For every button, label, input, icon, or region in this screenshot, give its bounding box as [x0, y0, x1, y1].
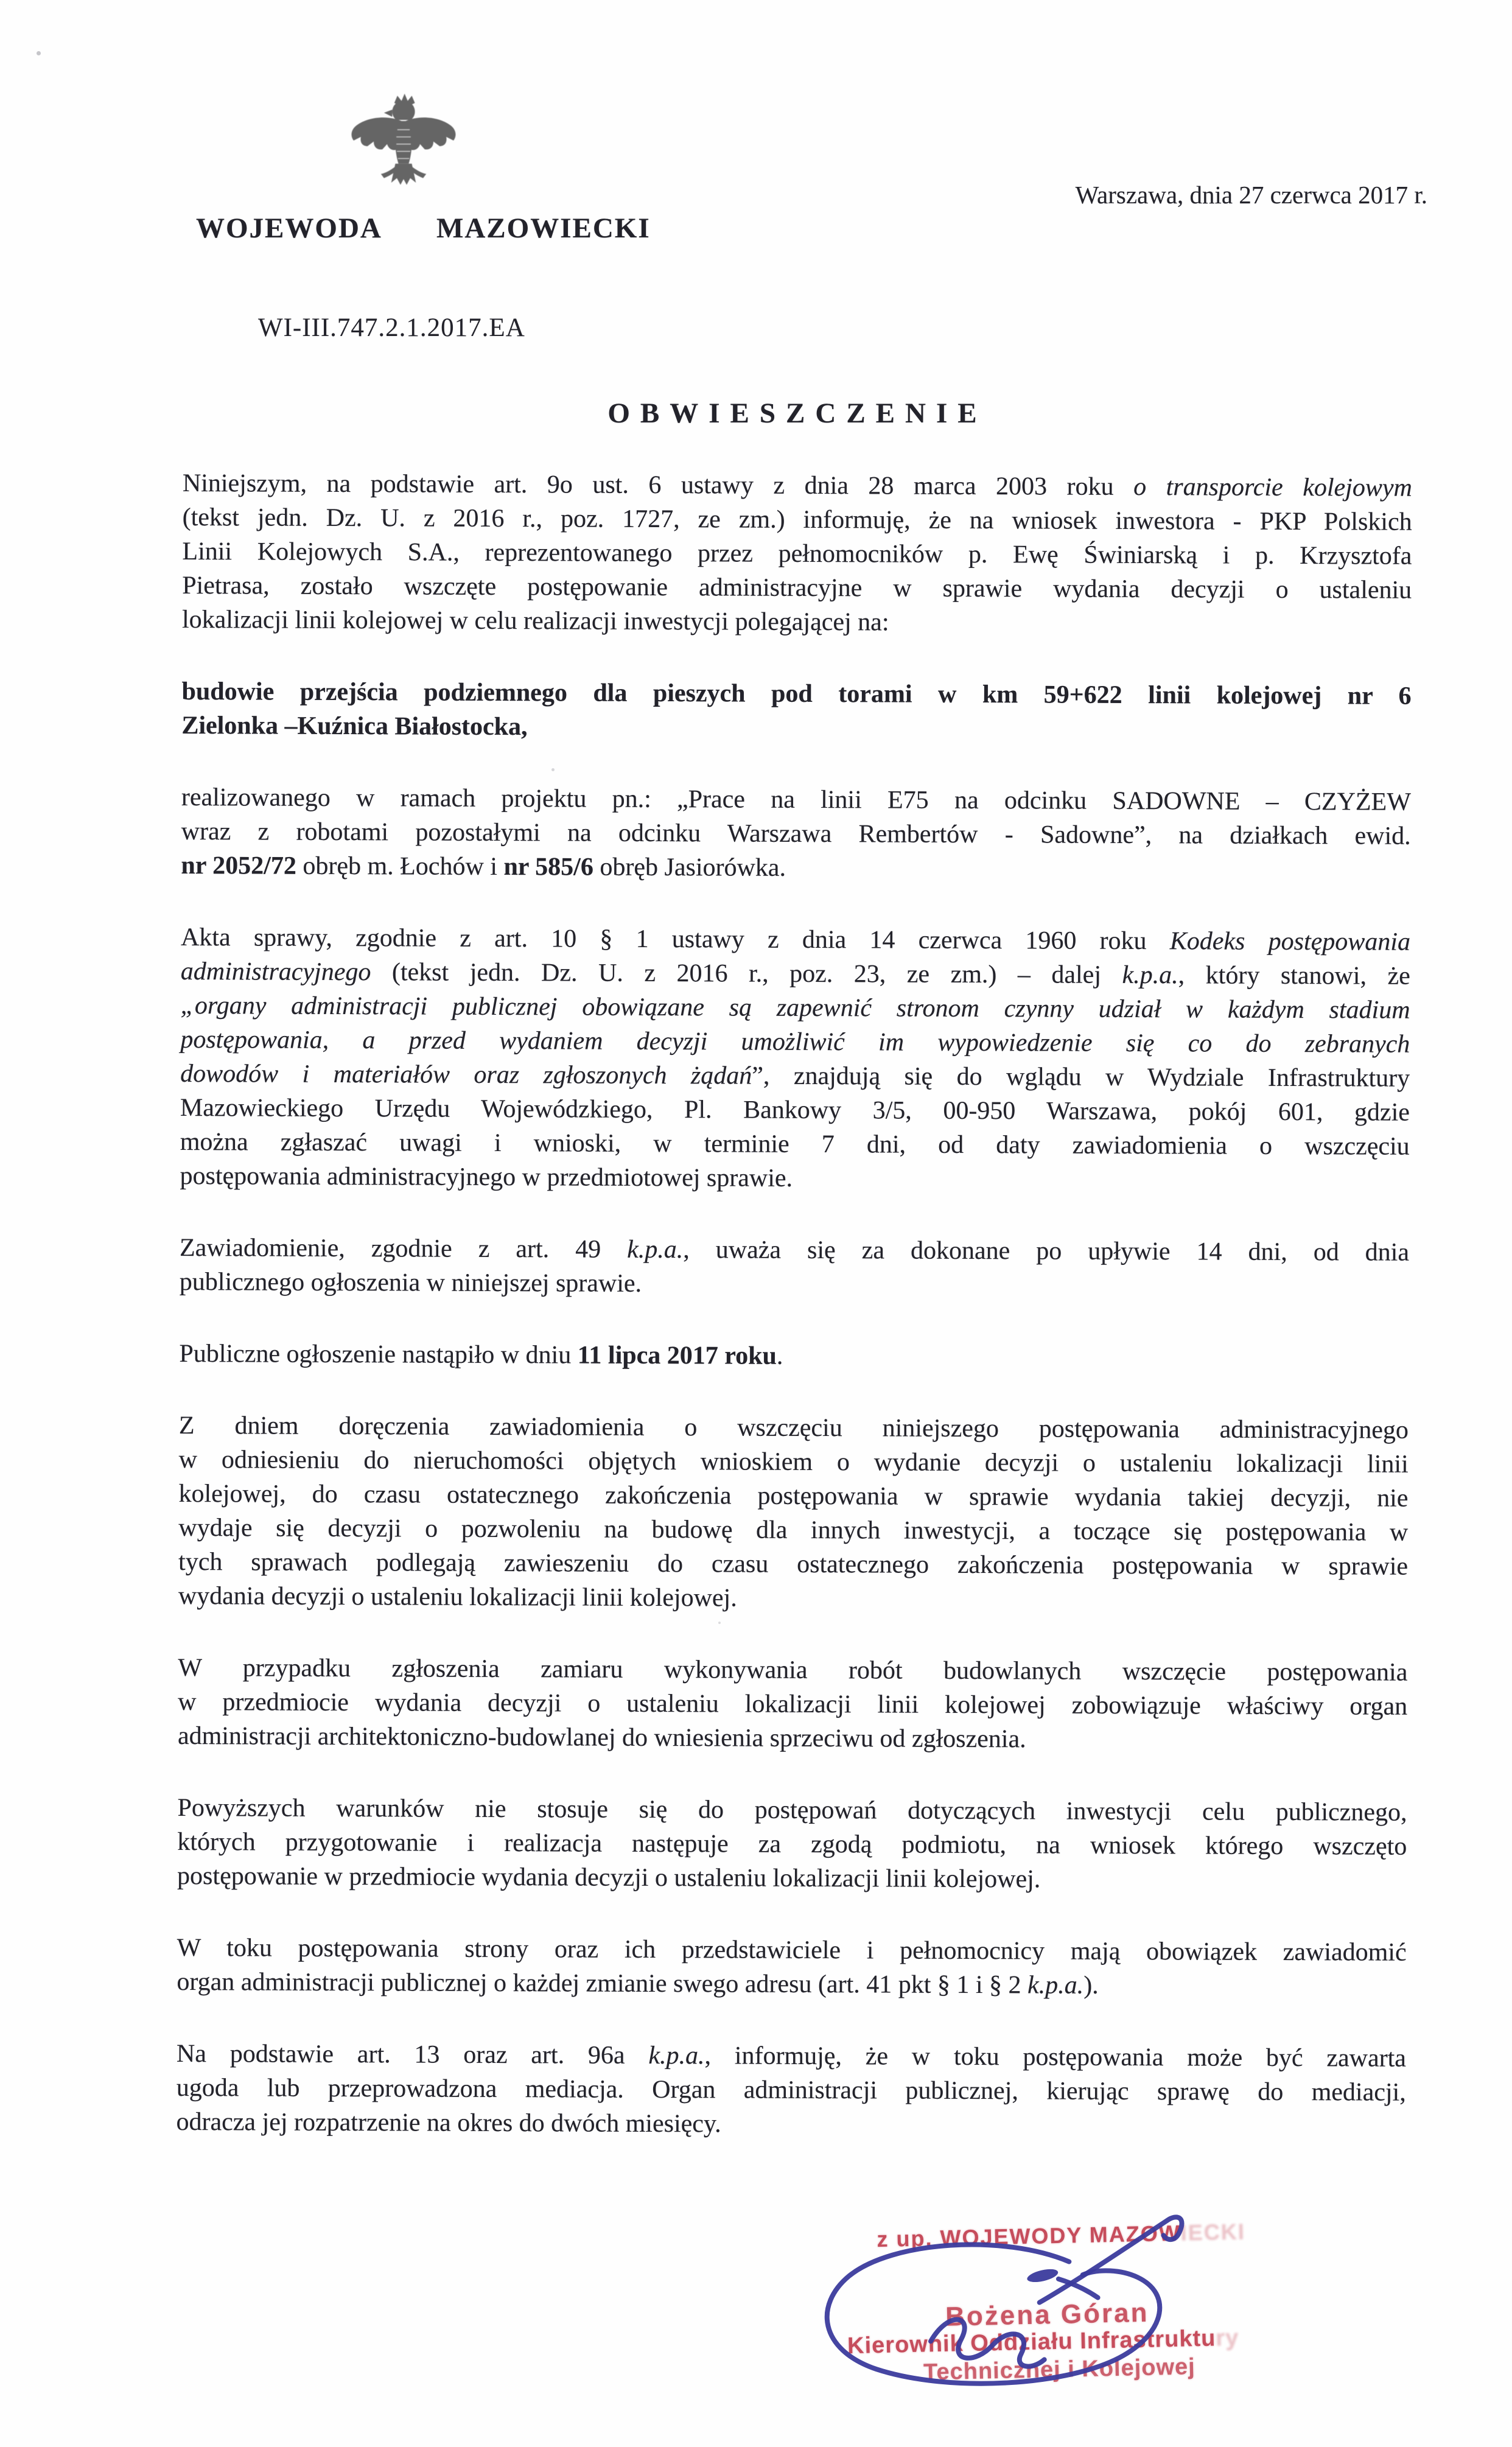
date-line: Warszawa, dnia 27 czerwca 2017 r. — [1075, 181, 1427, 209]
text-run: obręb Jasiorówka. — [593, 853, 786, 882]
text-run: można zgłaszać uwagi i wnioski, w terminie 7 dni, od daty zawiadomienia o wszczęciu — [180, 1127, 1410, 1161]
paragraph — [180, 920, 1410, 1198]
text-run: k.p.a. — [627, 1235, 684, 1264]
text-run: Powyższych warunków nie stosuje się do postępowań dotyczących inwestycji celu publicznego, — [177, 1793, 1407, 1827]
text-run: k.p.a. — [1027, 1971, 1084, 2000]
text-line — [183, 466, 1412, 505]
text-line — [179, 1337, 1409, 1376]
text-line — [177, 1931, 1407, 1970]
text-run: 11 lipca 2017 roku — [577, 1341, 777, 1370]
text-line — [177, 1825, 1407, 1864]
text-run: postępowania, a przed wydaniem decyzji umożliwić im wypowiedzenie się co do zebranych — [180, 1025, 1410, 1059]
text-run: w odniesieniu do nieruchomości objętych wnioskiem o wydanie decyzji o ustaleniu lokalizacji linii — [178, 1445, 1409, 1479]
text-line — [183, 500, 1412, 539]
paragraph — [176, 2037, 1406, 2144]
document-body — [176, 466, 1412, 2182]
text-run: postępowanie w przedmiocie wydania decyzji o ustaleniu lokalizacji linii kolejowej. — [177, 1861, 1041, 1894]
stamp-authorization-faded: IECKI — [1180, 2219, 1246, 2246]
paragraph — [178, 1651, 1408, 1758]
text-line — [179, 1443, 1409, 1482]
text-run: administracyjnego — [180, 957, 371, 987]
text-run: tych sprawach podlegają zawieszeniu do czasu ostatecznego zakończenia postępowania w sprawie — [178, 1547, 1409, 1581]
text-run: administracji architektoniczno-budowlanej do wniesienia sprzeciwu od zgłoszenia. — [177, 1721, 1026, 1754]
text-run: nr 585/6 — [503, 853, 594, 881]
text-line — [180, 1125, 1410, 1164]
text-line — [177, 2071, 1406, 2110]
text-run: Z dniem doręczenia zawiadomienia o wszczęciu niniejszego postępowania administracyjnego — [178, 1411, 1409, 1444]
polish-eagle-emblem — [347, 93, 460, 201]
text-run: Publiczne ogłoszenie nastąpiło w dniu — [179, 1339, 578, 1370]
document-title: OBWIESZCZENIE — [607, 397, 987, 429]
text-run: Pietrasa, zostało wszczęte postępowanie administracyjne w sprawie wydania decyzji o ustaleniu — [182, 571, 1412, 604]
text-run: Mazowieckiego Urzędu Wojewódzkiego, Pl. Bankowy 3/5, 00-950 Warszawa, pokój 601, gdzie — [180, 1093, 1410, 1127]
paragraph — [177, 1791, 1407, 1898]
text-run: w przedmiocie wydania decyzji o ustaleniu lokalizacji linii kolejowej zobowiązuje właściwy organ — [178, 1687, 1408, 1721]
text-run: publicznego ogłoszenia w niniejszej sprawie. — [179, 1267, 642, 1298]
text-line — [180, 1057, 1410, 1096]
text-line — [180, 1265, 1409, 1304]
text-line — [180, 1159, 1409, 1198]
text-run: odracza jej rozpatrzenie na okres do dwóch miesięcy. — [176, 2107, 721, 2138]
text-line — [179, 1409, 1409, 1448]
stamp-authorization-text: z up. WOJEWODY MAZOW — [877, 2220, 1181, 2252]
signature-block — [829, 2205, 1284, 2415]
paragraph — [181, 674, 1411, 747]
text-line — [176, 2105, 1405, 2144]
paragraph — [178, 1409, 1409, 1618]
text-line — [181, 814, 1411, 853]
text-run: ”, znajdują się do wglądu w Wydziale Infrastruktury — [752, 1062, 1410, 1093]
text-run: „organy administracji publicznej obowiązane są zapewnić stronom czynny udział w każdym stadium — [180, 991, 1410, 1024]
text-run: . — [776, 1342, 783, 1370]
text-line — [180, 989, 1410, 1027]
text-run: W toku postępowania strony oraz ich przedstawiciele i pełnomocnicy mają obowiązek zawiadomić — [177, 1933, 1407, 1967]
case-number: WI-III.747.2.1.2017.EA — [258, 313, 525, 342]
text-run: Na podstawie art. 13 oraz art. 96a — [176, 2039, 649, 2070]
text-run: nr 2052/72 — [181, 851, 296, 880]
text-run: W przypadku zgłoszenia zamiaru wykonywania robót budowlanych wszczęcie postępowania — [178, 1653, 1408, 1687]
text-line — [180, 1231, 1409, 1270]
text-run: Akta sprawy, zgodnie z art. 10 § 1 ustawy z dnia 14 czerwca 1960 roku — [180, 923, 1170, 956]
letterhead-office: WOJEWODA MAZOWIECKI — [196, 212, 651, 244]
text-line — [177, 1791, 1407, 1830]
text-run: organ administracji publicznej o każdej zmianie swego adresu (art. 41 pkt § 1 i § 2 — [177, 1967, 1028, 2000]
text-run: Linii Kolejowych S.A., reprezentowanego przez pełnomocników p. Ewę Świniarską i p. Krzysztofa — [182, 537, 1412, 570]
text-run: budowie przejścia podziemnego dla pieszych pod torami w km 59+622 linii kolejowej nr 6 — [181, 677, 1412, 710]
stamp-signer-name: Bożena Góran — [945, 2297, 1149, 2332]
stamp-authorization-line — [877, 2219, 1245, 2252]
text-line — [177, 1859, 1407, 1898]
text-line — [182, 569, 1412, 607]
text-line — [181, 674, 1411, 713]
stamp-position-line-2: Technicznej i Kolejowej — [923, 2354, 1196, 2386]
text-run: wydaje się decyzji o pozwoleniu na budowę dla innych inwestycji, a toczące się postępowania w — [178, 1513, 1409, 1547]
text-run: , informuję, że w toku postępowania może być zawarta — [704, 2042, 1407, 2073]
text-run: Zawiadomienie, zgodnie z art. 49 — [179, 1233, 628, 1264]
text-run: , który stanowi, że — [1178, 961, 1410, 990]
text-line — [178, 1651, 1407, 1690]
text-run: (tekst jedn. Dz. U. z 2016 r., poz. 23, ze zm.) – dalej — [371, 958, 1122, 989]
text-line — [182, 534, 1412, 573]
text-run: ugoda lub przeprowadzona mediacja. Organ administracji publicznej, kierując sprawę do mediacji, — [176, 2073, 1406, 2107]
text-line — [178, 1511, 1408, 1550]
text-run: kolejowej, do czasu ostatecznego zakończenia postępowania w sprawie wydania takiej decyzji, nie — [178, 1479, 1409, 1513]
text-line — [181, 780, 1411, 819]
text-line — [178, 1477, 1408, 1516]
text-line — [178, 1545, 1408, 1584]
text-run: obręb m. Łochów i — [296, 852, 504, 881]
text-run: k.p.a. — [1122, 961, 1178, 990]
text-run: dowodów i materiałów oraz zgłoszonych żądań — [180, 1059, 752, 1090]
paragraph — [179, 1337, 1409, 1376]
text-line — [181, 849, 1410, 887]
text-line — [177, 2037, 1406, 2076]
text-line — [181, 709, 1411, 747]
text-run: , uważa się za dokonane po upływie 14 dni, od dnia — [683, 1236, 1410, 1267]
text-run: postępowania administracyjnego w przedmiotowej sprawie. — [180, 1161, 793, 1192]
text-line — [181, 954, 1410, 993]
scan-speckle — [37, 51, 41, 55]
text-run: których przygotowanie i realizacja następuje za zgodą podmiotu, na wniosek którego wszczęto — [177, 1827, 1407, 1861]
text-line — [177, 1965, 1406, 2004]
text-run: wydania decyzji o ustaleniu lokalizacji linii kolejowej. — [178, 1581, 737, 1612]
text-run: (tekst jedn. Dz. U. z 2016 r., poz. 1727, ze zm.) informuję, że na wniosek inwestora - PKP Polskich — [182, 503, 1412, 536]
paragraph — [181, 780, 1411, 887]
text-run: lokalizacji linii kolejowej w celu realizacji inwestycji polegającej na: — [181, 605, 889, 637]
text-run: realizowanego w ramach projektu pn.: „Prace na linii E75 na odcinku SADOWNE – CZYŻEW — [181, 783, 1411, 816]
text-run: Niniejszym, na podstawie art. 9o ust. 6 ustawy z dnia 28 marca 2003 roku — [182, 469, 1134, 501]
stamp-position-text: Kierownik Oddziału Infrastruktu — [847, 2325, 1216, 2359]
text-run: o transporcie kolejowym — [1133, 472, 1412, 502]
text-line — [180, 1023, 1410, 1062]
text-run: Kodeks postępowania — [1169, 927, 1411, 956]
paragraph — [182, 466, 1412, 642]
text-line — [182, 603, 1412, 642]
text-run: Zielonka –Kuźnica Białostocka, — [181, 711, 528, 741]
text-line — [178, 1685, 1407, 1724]
text-line — [180, 1091, 1410, 1130]
text-line — [181, 920, 1410, 959]
stamp-position-faded: ry — [1215, 2325, 1239, 2351]
paragraph — [177, 1931, 1406, 2004]
paragraph — [180, 1231, 1409, 1304]
text-run: ). — [1083, 1971, 1099, 2000]
text-line — [178, 1719, 1407, 1758]
text-run: wraz z robotami pozostałymi na odcinku Warszawa Rembertów - Sadowne”, na działkach ewid. — [181, 817, 1411, 850]
text-run: k.p.a. — [648, 2041, 705, 2070]
text-line — [178, 1579, 1408, 1618]
